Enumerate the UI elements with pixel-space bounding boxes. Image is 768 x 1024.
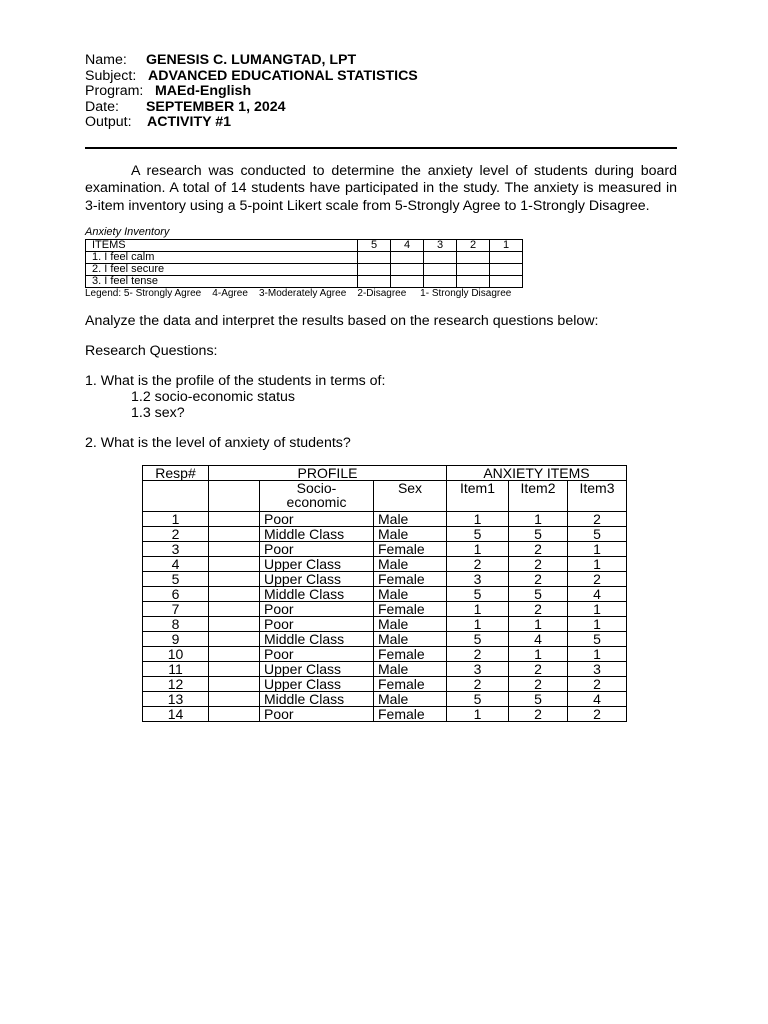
question-1-2: 1.2 socio-economic status — [131, 389, 296, 405]
intro-paragraph: A research was conducted to determine the anxiety level of students during board examination. A total of 14 students have participated in the study. The anxiety is measured in 3-item inventory using a 5-point Likert scale from 5-Strongly Agree to 1-Strongly Disagree. — [85, 162, 677, 214]
item3-cell: 1 — [568, 602, 627, 617]
item1-cell: 3 — [447, 572, 509, 587]
rating-cell — [391, 264, 424, 276]
item1-cell: 1 — [447, 707, 509, 722]
item3-header: Item3 — [568, 481, 627, 512]
item1-cell: 2 — [447, 677, 509, 692]
sex-cell: Female — [374, 572, 447, 587]
table-row — [143, 512, 627, 527]
sex-cell: Female — [374, 707, 447, 722]
rating-cell — [424, 276, 457, 288]
date-label: Date: — [85, 98, 119, 115]
socio-economic-cell: Upper Class — [260, 677, 374, 692]
rating-cell — [490, 252, 523, 264]
rating-cell — [490, 264, 523, 276]
item2-cell: 2 — [509, 602, 568, 617]
inventory-item: 1. I feel calm — [86, 252, 358, 264]
rating-cell — [457, 252, 490, 264]
item2-cell: 4 — [509, 632, 568, 647]
item1-cell: 5 — [447, 587, 509, 602]
item1-cell: 3 — [447, 662, 509, 677]
item3-cell: 2 — [568, 677, 627, 692]
sex-cell: Male — [374, 587, 447, 602]
table-row — [143, 632, 627, 647]
item3-cell: 1 — [568, 617, 627, 632]
program-line — [85, 84, 677, 100]
item3-cell: 5 — [568, 527, 627, 542]
student-data-table — [142, 465, 627, 722]
item1-cell: 1 — [447, 542, 509, 557]
socio-economic-header: Socio- economic — [260, 481, 374, 512]
rating-cell — [490, 276, 523, 288]
output-line — [85, 115, 677, 131]
sex-cell: Male — [374, 527, 447, 542]
item2-cell: 2 — [509, 572, 568, 587]
inventory-items-header: ITEMS — [86, 240, 358, 252]
empty-cell — [209, 587, 260, 602]
empty-cell — [209, 602, 260, 617]
date-value: SEPTEMBER 1, 2024 — [145, 98, 286, 115]
table-row — [143, 662, 627, 677]
analyze-instruction: Analyze the data and interpret the results based on the research questions below: — [85, 313, 599, 329]
output-value: ACTIVITY #1 — [146, 114, 232, 130]
empty-cell — [209, 677, 260, 692]
horizontal-divider — [85, 147, 677, 149]
socio-economic-cell: Middle Class — [260, 692, 374, 707]
item3-cell: 2 — [568, 707, 627, 722]
socio-economic-cell: Middle Class — [260, 527, 374, 542]
item2-cell: 1 — [509, 617, 568, 632]
resp-number: 14 — [143, 707, 209, 722]
sex-header: Sex — [374, 481, 447, 512]
table-row — [143, 677, 627, 692]
question-1: 1. What is the profile of the students in terms of: — [85, 373, 386, 389]
socio-economic-cell: Poor — [260, 512, 374, 527]
resp-number: 11 — [143, 662, 209, 677]
sex-cell: Female — [374, 647, 447, 662]
item3-cell: 1 — [568, 647, 627, 662]
scale-1: 1 — [490, 240, 523, 252]
table-row — [143, 707, 627, 722]
item3-cell: 1 — [568, 542, 627, 557]
item2-cell: 5 — [509, 692, 568, 707]
sex-cell: Male — [374, 662, 447, 677]
socio-economic-cell: Poor — [260, 647, 374, 662]
item3-cell: 2 — [568, 572, 627, 587]
resp-number: 12 — [143, 677, 209, 692]
item1-cell: 5 — [447, 692, 509, 707]
empty-cell — [209, 707, 260, 722]
inventory-item: 2. I feel secure — [86, 264, 358, 276]
resp-number: 6 — [143, 587, 209, 602]
rating-cell — [424, 264, 457, 276]
name-value: GENESIS C. LUMANGTAD, LPT — [145, 52, 357, 68]
anxiety-inventory-table — [85, 239, 523, 288]
item2-cell: 5 — [509, 587, 568, 602]
item2-cell: 2 — [509, 662, 568, 677]
table-row — [143, 617, 627, 632]
resp-number: 1 — [143, 512, 209, 527]
item1-cell: 5 — [447, 632, 509, 647]
sex-cell: Male — [374, 617, 447, 632]
empty-cell — [209, 527, 260, 542]
empty-cell — [209, 557, 260, 572]
item2-cell: 2 — [509, 677, 568, 692]
empty-cell — [209, 512, 260, 527]
socio-economic-cell: Middle Class — [260, 632, 374, 647]
sex-cell: Male — [374, 557, 447, 572]
inventory-item-row — [86, 264, 523, 276]
item3-cell: 5 — [568, 632, 627, 647]
resp-number: 3 — [143, 542, 209, 557]
inventory-item-row — [86, 252, 523, 264]
scale-5: 5 — [358, 240, 391, 252]
item1-cell: 1 — [447, 512, 509, 527]
resp-number: 9 — [143, 632, 209, 647]
inventory-legend: Legend: 5- Strongly Agree 4-Agree 3-Moderately Agree 2-Disagree 1- Strongly Disagree — [85, 288, 512, 299]
item3-cell: 3 — [568, 662, 627, 677]
empty-cell — [209, 572, 260, 587]
empty-header-cell — [143, 481, 209, 512]
resp-number: 8 — [143, 617, 209, 632]
table-row — [143, 587, 627, 602]
inventory-header-row — [86, 240, 523, 252]
sex-cell: Female — [374, 602, 447, 617]
item1-cell: 1 — [447, 617, 509, 632]
question-1-3: 1.3 sex? — [131, 405, 185, 421]
socio-economic-cell: Poor — [260, 602, 374, 617]
resp-number: 10 — [143, 647, 209, 662]
table-row — [143, 557, 627, 572]
resp-number: 2 — [143, 527, 209, 542]
question-2: 2. What is the level of anxiety of students? — [85, 435, 351, 451]
resp-number: 5 — [143, 572, 209, 587]
data-header-row-1 — [143, 466, 627, 481]
profile-header: PROFILE — [209, 466, 447, 481]
scale-4: 4 — [391, 240, 424, 252]
socio-economic-cell: Poor — [260, 707, 374, 722]
table-row — [143, 542, 627, 557]
item3-cell: 4 — [568, 692, 627, 707]
date-line — [85, 100, 677, 116]
item2-cell: 1 — [509, 512, 568, 527]
empty-header-cell — [209, 481, 260, 512]
socio-economic-cell: Poor — [260, 542, 374, 557]
rating-cell — [391, 252, 424, 264]
empty-cell — [209, 617, 260, 632]
inventory-item-row — [86, 276, 523, 288]
output-label: Output: — [85, 114, 132, 130]
empty-cell — [209, 647, 260, 662]
name-label: Name: — [85, 52, 127, 68]
item1-cell: 2 — [447, 647, 509, 662]
sex-cell: Female — [374, 677, 447, 692]
socio-economic-cell: Middle Class — [260, 587, 374, 602]
resp-number: 13 — [143, 692, 209, 707]
sex-cell: Male — [374, 632, 447, 647]
rating-cell — [358, 252, 391, 264]
scale-3: 3 — [424, 240, 457, 252]
sex-cell: Female — [374, 542, 447, 557]
socio-economic-cell: Upper Class — [260, 572, 374, 587]
socio-economic-cell: Poor — [260, 617, 374, 632]
sex-cell: Male — [374, 512, 447, 527]
item2-cell: 2 — [509, 707, 568, 722]
resp-number: 4 — [143, 557, 209, 572]
rating-cell — [457, 264, 490, 276]
table-row — [143, 647, 627, 662]
table-row — [143, 602, 627, 617]
item1-cell: 5 — [447, 527, 509, 542]
resp-header: Resp# — [143, 466, 209, 481]
name-line — [85, 53, 677, 69]
item1-cell: 1 — [447, 602, 509, 617]
item1-header: Item1 — [447, 481, 509, 512]
table-row — [143, 572, 627, 587]
scale-2: 2 — [457, 240, 490, 252]
inventory-item: 3. I feel tense — [86, 276, 358, 288]
rating-cell — [424, 252, 457, 264]
item1-cell: 2 — [447, 557, 509, 572]
empty-cell — [209, 692, 260, 707]
rating-cell — [358, 264, 391, 276]
anxiety-items-header: ANXIETY ITEMS — [447, 466, 627, 481]
item2-cell: 2 — [509, 542, 568, 557]
rating-cell — [358, 276, 391, 288]
item2-cell: 5 — [509, 527, 568, 542]
socio-economic-cell: Upper Class — [260, 662, 374, 677]
research-questions-heading: Research Questions: — [85, 343, 218, 359]
data-rows — [143, 512, 627, 722]
empty-cell — [209, 632, 260, 647]
inventory-caption: Anxiety Inventory — [85, 226, 170, 238]
table-row — [143, 692, 627, 707]
subject-label: Subject: — [85, 67, 137, 84]
program-label: Program: — [85, 83, 144, 99]
program-value: MAEd-English — [154, 83, 252, 99]
rating-cell — [457, 276, 490, 288]
item2-header: Item2 — [509, 481, 568, 512]
item2-cell: 1 — [509, 647, 568, 662]
sex-cell: Male — [374, 692, 447, 707]
subject-value: ADVANCED EDUCATIONAL STATISTICS — [147, 67, 418, 84]
empty-cell — [209, 542, 260, 557]
item3-cell: 2 — [568, 512, 627, 527]
table-row — [143, 527, 627, 542]
empty-cell — [209, 662, 260, 677]
data-header-row-2 — [143, 481, 627, 512]
item2-cell: 2 — [509, 557, 568, 572]
socio-economic-cell: Upper Class — [260, 557, 374, 572]
item3-cell: 1 — [568, 557, 627, 572]
resp-number: 7 — [143, 602, 209, 617]
subject-line — [85, 69, 677, 85]
rating-cell — [391, 276, 424, 288]
item3-cell: 4 — [568, 587, 627, 602]
